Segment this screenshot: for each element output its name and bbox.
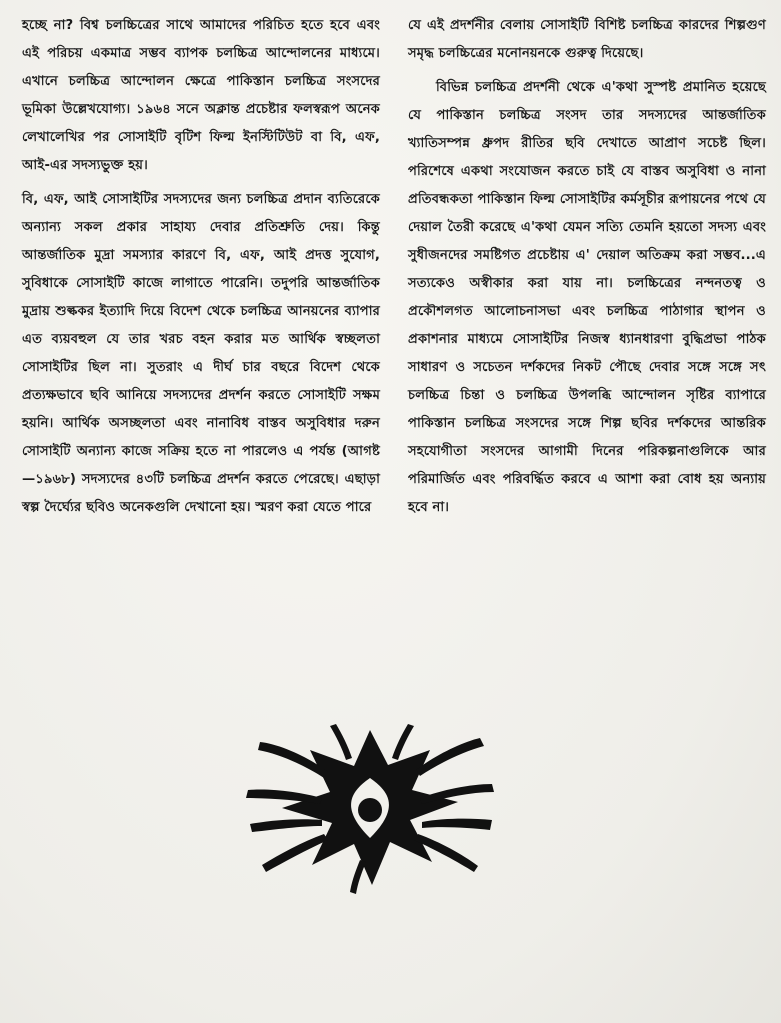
right-paragraph-1: যে এই প্রদর্শনীর বেলায় সোসাইটি বিশিষ্ট চলচ্চিত্র কারদের শিল্পগুণ সমৃদ্ধ চলচ্চিত্রের মনোনয়নকে গুরুত্ব দিয়েছে। <box>408 18 766 61</box>
text-columns <box>22 12 766 528</box>
left-paragraph-1: হচ্ছে না? বিশ্ব চলচ্চিত্রের সাথে আমাদের পরিচিত হতে হবে এবং এই পরিচয় একমাত্র সম্ভব ব্যাপক চলচ্চিত্র আন্দোলনের মাধ্যমে। এখানে চলচ্চিত্র আন্দোলন ক্ষেত্রে পাকিস্তান চলচ্চিত্র সংসদের ভূমিকা উল্লেখযোগ্য। ১৯৬৪ সনে অক্লান্ত প্রচেষ্টার ফলস্বরূপ অনেক লেখালেখির পর সোসাইটি বৃটিশ ফিল্ম ইনস্টিটিউট বা বি, এফ, আই-এর সদস্যভুক্ত হয়। <box>22 18 380 173</box>
right-column <box>408 12 766 528</box>
left-column <box>22 12 380 528</box>
left-paragraph-2: বি, এফ, আই সোসাইটির সদস্যদের জন্য চলচ্চিত্র প্রদান ব্যতিরেকে অন্যান্য সকল প্রকার সাহায্য দেবার প্রতিশ্রুতি দেয়। কিন্তু আন্তর্জাতিক মুদ্রা সমস্যার কারণে বি, এফ, আই প্রদত্ত সুযোগ, সুবিধাকে সোসাইটি কাজে লাগাতে পারেনি। তদুপরি আন্তর্জাতিক মুদ্রায় শুল্ককর ইত্যাদি দিয়ে বিদেশ থেকে চলচ্চিত্র আনয়নের ব্যাপার এত ব্যয়বহুল যে তার খরচ বহন করার মত আর্থিক স্বচ্ছলতা সোসাইটির ছিল না। সুতরাং এ দীর্ঘ চার বছরে বিদেশ থেকে প্রত্যক্ষভাবে ছবি আনিয়ে সদস্যদের প্রদর্শন করতে সোসাইটি সক্ষম হয়নি। আর্থিক অসচ্ছলতা এবং নানাবিধ বাস্তব অসুবিধার দরুন সোসাইটি অন্যান্য কাজে সক্রিয় হতে না পারলেও এ পর্যন্ত (আগষ্ট—১৯৬৮) সদস্যদের ৪৩টি চলচ্চিত্র প্রদর্শন করতে পেরেছে। এছাড়া স্বল্প দৈর্ঘ্যের ছবিও অনেকগুলি দেখানো হয়। স্মরণ করা যেতে পারে <box>22 192 380 515</box>
eye-burst-ornament-icon <box>240 720 500 895</box>
right-paragraph-2: বিভিন্ন চলচ্চিত্র প্রদর্শনী থেকে এ'কথা সুস্পষ্ট প্রমানিত হয়েছে যে পাকিস্তান চলচ্চিত্র সংসদ তার সদস্যদের আন্তর্জাতিক খ্যাতিসম্পন্ন ধ্রুপদ রীতির ছবি দেখাতে আপ্রাণ সচেষ্ট ছিল। পরিশেষে একথা সংযোজন করতে চাই যে বাস্তব অসুবিধা ও নানা প্রতিবন্ধকতা পাকিস্তান ফিল্ম সোসাইটির কর্মসূচীর রূপায়নের পথে যে দেয়াল তৈরী করেছে এ'কথা যেমন সত্যি তেমনি হয়তো সদস্য এবং সুধীজনদের সমষ্টিগত প্রচেষ্টায় এ' দেয়াল অতিক্রম করা সম্ভব...এ সত্যকেও অস্বীকার করা যায় না। চলচ্চিত্রের নন্দনতত্ব ও প্রকৌশলগত আলোচনাসভা এবং চলচ্চিত্র পাঠাগার স্থাপন ও প্রকাশনার মাধ্যমে সোসাইটির নিজস্ব ধ্যানধারণা বুদ্ধিপ্রভা পাঠক সাধারণ ও সচেতন দর্শকদের নিকট পৌছে দেবার সঙ্গে সঙ্গে সৎ চলচ্চিত্র চিন্তা ও চলচ্চিত্র উপলব্ধি আন্দোলন সৃষ্টির ব্যাপারে পাকিস্তান চলচ্চিত্র সংসদের সঙ্গে শিল্প ছবির দর্শকদের আন্তরিক সহযোগীতা সংসদের আগামী দিনের পরিকল্পনাগুলিকে আর পরিমার্জিত এবং পরিবর্দ্ধিত করবে এ আশা করা বোধ হয় অন্যায় হবে না। <box>408 80 766 515</box>
